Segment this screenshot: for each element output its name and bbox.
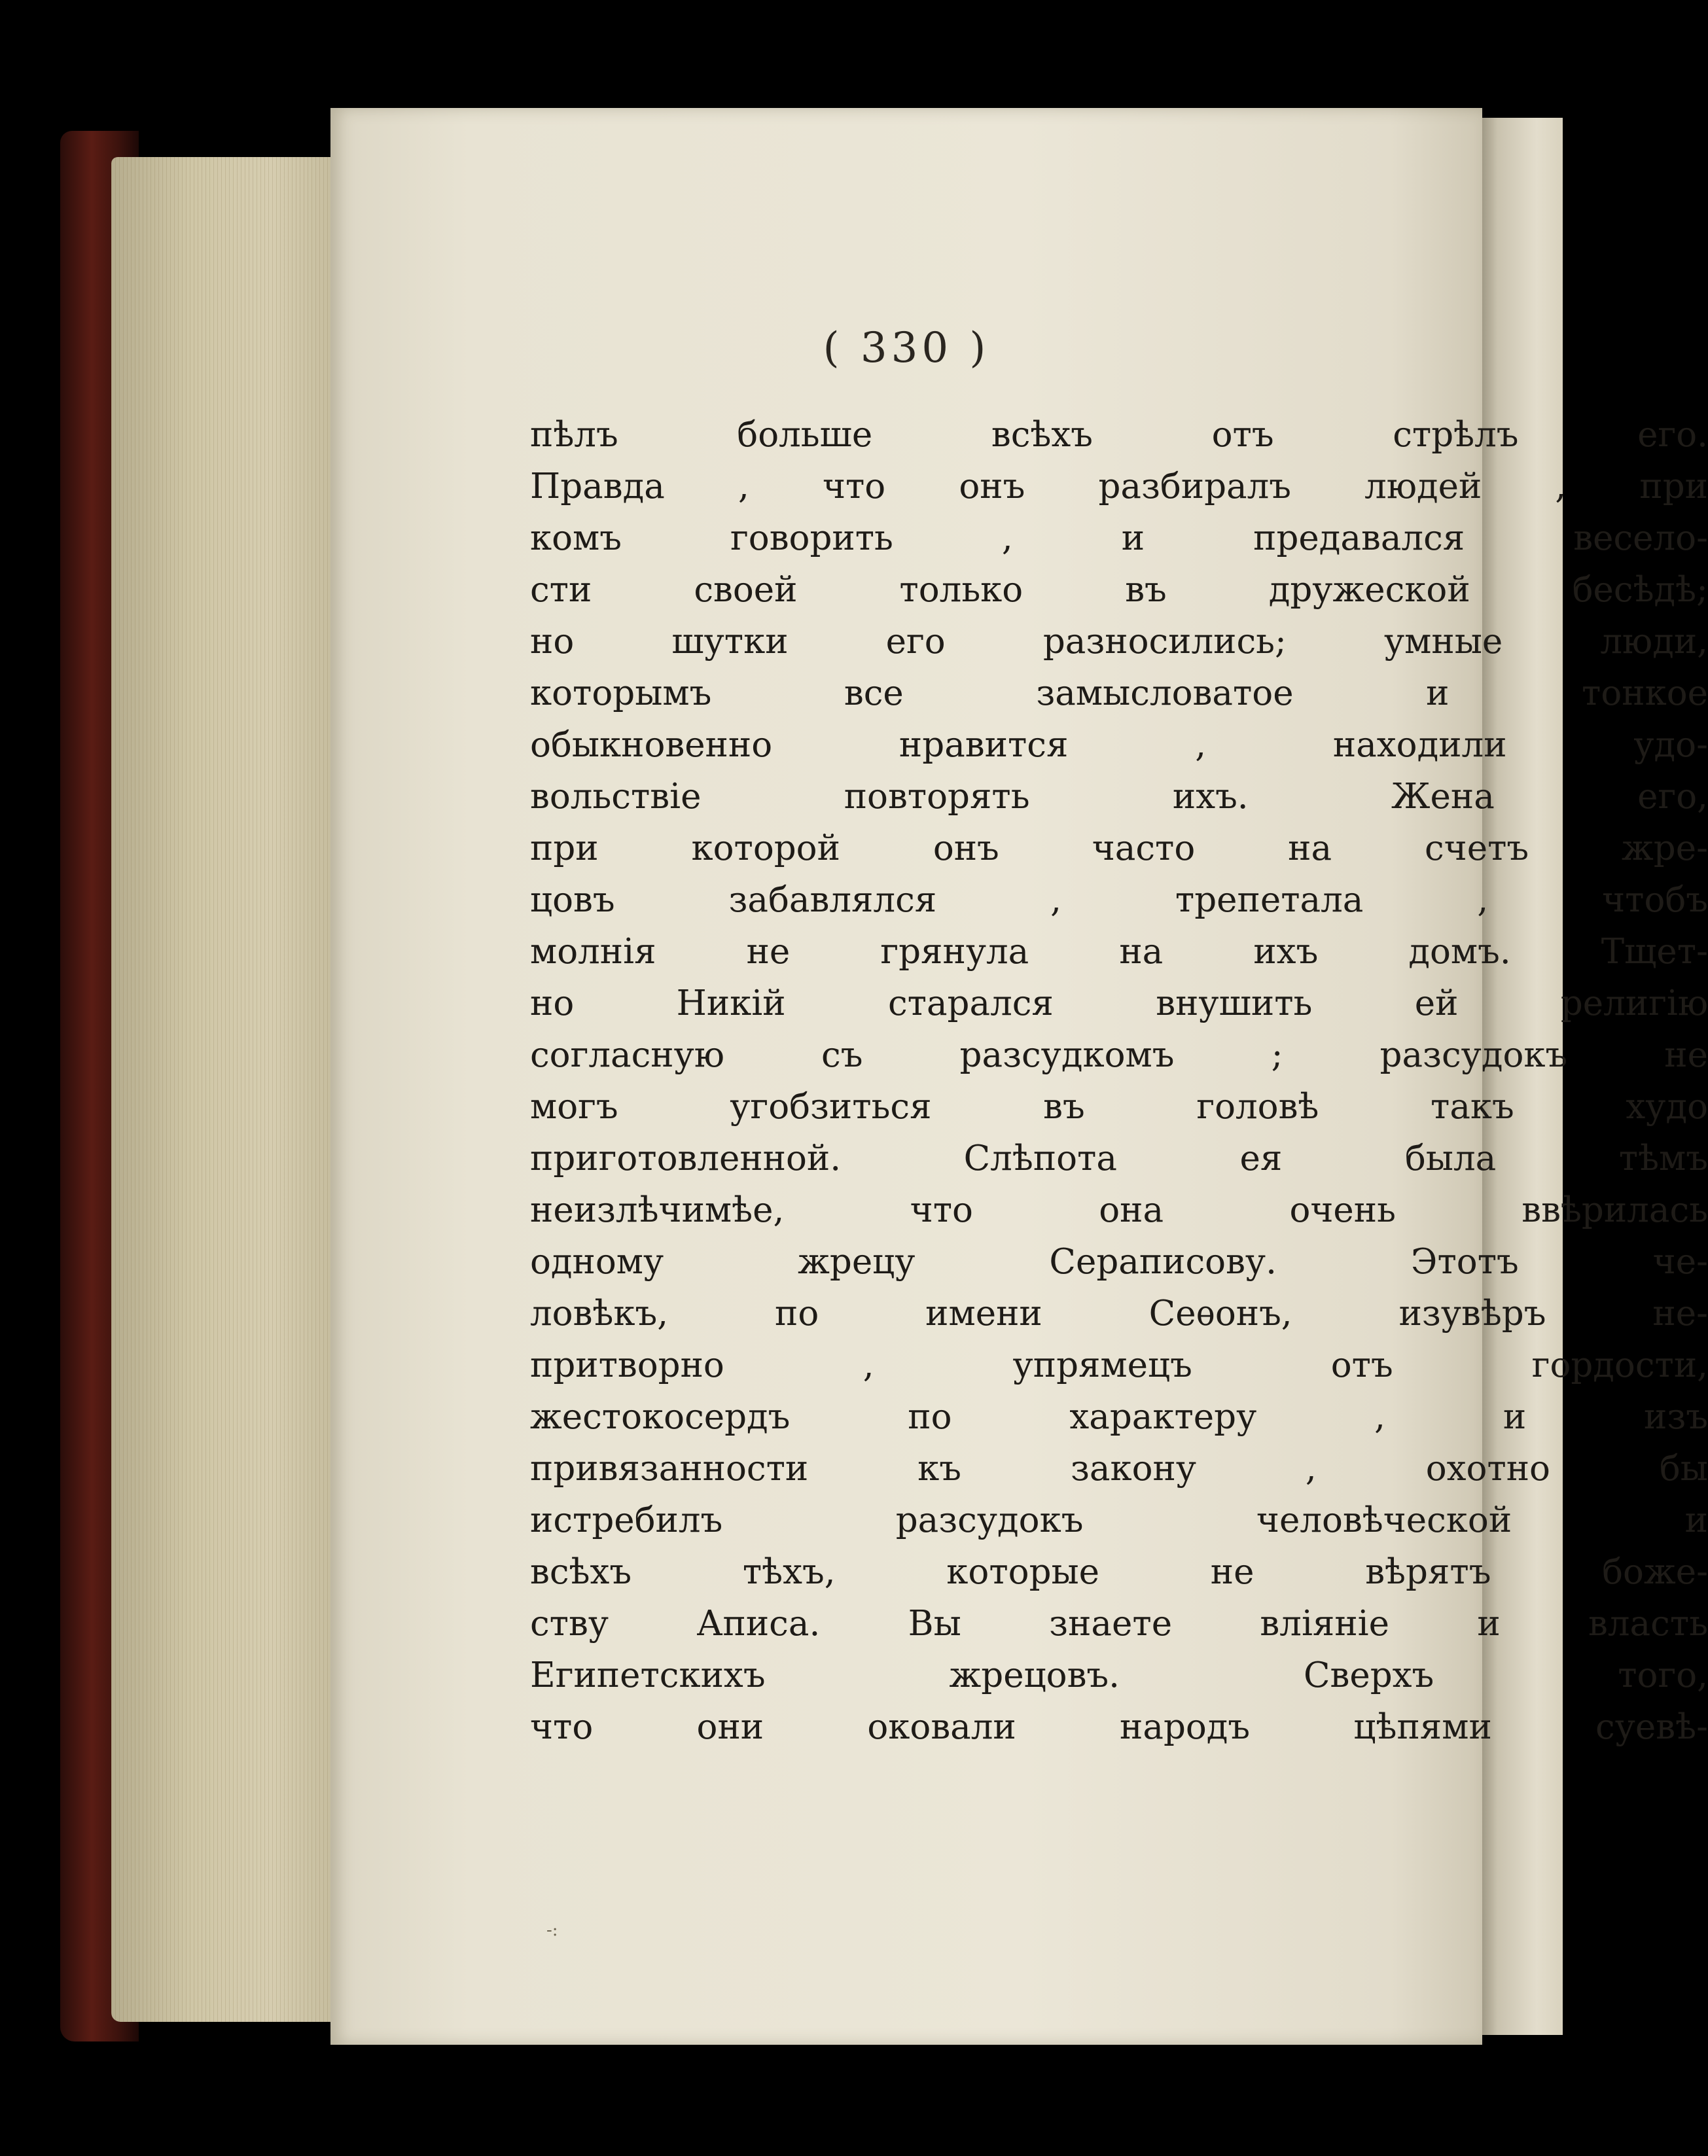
page-number: ( 330 ) (823, 324, 990, 372)
text-line: но Никій старался внушить ей религію (530, 983, 1708, 1023)
text-line: которымъ все замысловатое и тонкое (530, 673, 1708, 713)
text-line: неизлѣчимѣе, что она очень ввѣрилась (530, 1190, 1708, 1230)
text-line: ловѣкъ, по имени Сеѳонъ, изувѣръ не- (530, 1294, 1708, 1334)
text-line: вольствіе повторять ихъ. Жена его, (530, 777, 1708, 817)
page-edges (111, 157, 340, 2022)
text-line: Правда , что онъ разбиралъ людей , при (530, 467, 1708, 506)
text-line: согласную съ разсудкомъ ; разсудокъ не (530, 1035, 1708, 1075)
text-line: но шутки его разносились; умные люди, (530, 622, 1708, 662)
book-page (330, 108, 1708, 2045)
text-line: привязанности къ закону , охотно бы (530, 1449, 1708, 1489)
text-line: сти своей только въ дружеской бесѣдѣ; (530, 570, 1708, 610)
text-line: цовъ забавлялся , трепетала , чтобъ (530, 880, 1708, 920)
text-line: Египетскихъ жрецовъ. Сверхъ того, (530, 1655, 1708, 1695)
text-line: при которой онъ часто на счетъ жре- (530, 828, 1708, 868)
text-line: жестокосердъ по характеру , и изъ (530, 1397, 1708, 1437)
text-line: пѣлъ больше всѣхъ отъ стрѣлъ его. (530, 415, 1708, 455)
text-line: молнія не грянула на ихъ домъ. Тщет- (530, 932, 1708, 972)
page-text (530, 409, 1708, 1753)
text-line: истребилъ разсудокъ человѣческой и (530, 1500, 1708, 1540)
text-line: притворно , упрямецъ отъ гордости, (530, 1345, 1708, 1385)
text-line: комъ говорить , и предавался весело- (530, 518, 1708, 558)
text-line: приготовленной. Слѣпота ея была тѣмъ (530, 1139, 1708, 1178)
text-line: обыкновенно нравится , находили удо- (530, 725, 1708, 765)
text-line: могъ угобзиться въ головѣ такъ худо (530, 1087, 1708, 1127)
text-line: что они оковали народъ цѣпями суевѣ- (530, 1707, 1708, 1747)
page-mark: -: (546, 1920, 558, 1940)
text-line: всѣхъ тѣхъ, которые не вѣрятъ боже- (530, 1552, 1708, 1592)
text-line: одному жрецу Сераписову. Этотъ че- (530, 1242, 1708, 1282)
text-line: ству Аписа. Вы знаете вліяніе и власть (530, 1604, 1708, 1644)
